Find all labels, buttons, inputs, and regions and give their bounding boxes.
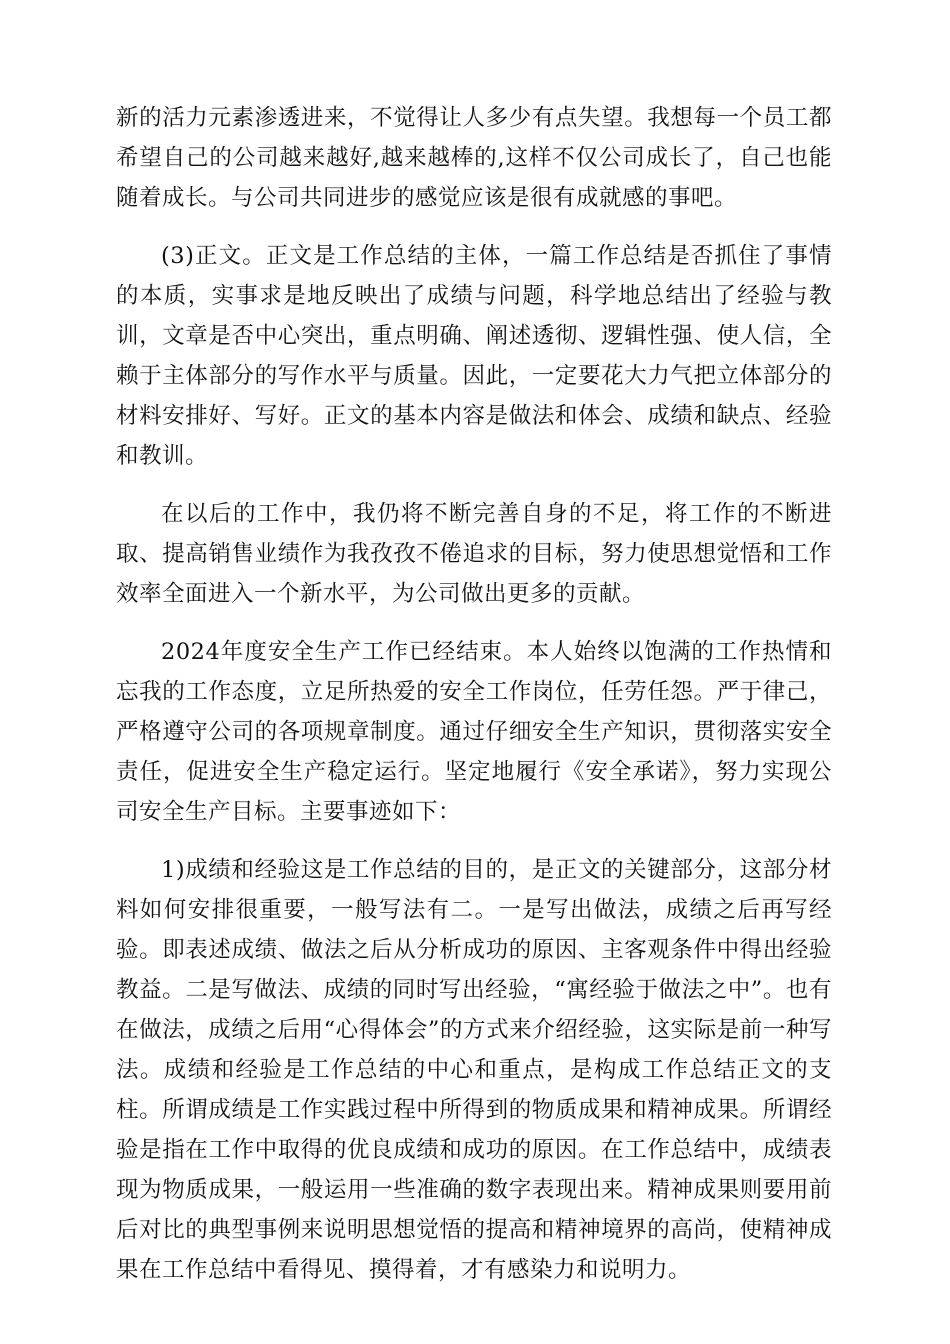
paragraph-main-text: (3)正文。正文是工作总结的主体，一篇工作总结是否抓住了事情的本质，实事求是地反映出了成绩与问题，科学地总结出了经验与教训，文章是否中心突出，重点明确、阐述透彻、逻辑性强、使人信，全赖于主体部分的写作水平与质量。因此，一定要花大力气把立体部分的材料安排好、写好。正文的基本内容是做法和体会、成绩和缺点、经验和教训。 [116,243,832,469]
paragraph-achievements-experience: 1)成绩和经验这是工作总结的目的，是正文的关键部分，这部分材料如何安排很重要，一般写法有二。一是写出做法，成绩之后再写经验。即表述成绩、做法之后从分析成功的原因、主客观条件中得出经验教益。二是写做法、成绩的同时写出经验，“寓经验于做法之中”。也有在做法，成绩之后用“心得体会”的方式来介绍经验，这实际是前一种写法。成绩和经验是工作总结的中心和重点，是构成工作总结正文的支柱。所谓成绩是工作实践过程中所得到的物质成果和精神成果。所谓经验是指在工作中取得的优良成绩和成功的原因。在工作总结中，成绩表现为物质成果，一般运用一些准确的数字表现出来。精神成果则要用前后对比的典型事例来说明思想觉悟的提高和精神境界的高尚，使精神成果在工作总结中看得见、摸得着，才有感染力和说明力。 [116,857,832,1283]
paragraph-safety-summary: 2024年度安全生产工作已经结束。本人始终以饱满的工作热情和忘我的工作态度，立足所热爱的安全工作岗位，任劳任怨。严于律己，严格遵守公司的各项规章制度。通过仔细安全生产知识，贯彻落实安全责任，促进安全生产稳定运行。坚定地履行《安全承诺》，努力实现公司安全生产目标。主要事迹如下： [116,639,832,825]
paragraph-continuation: 新的活力元素渗透进来，不觉得让人多少有点失望。我想每一个员工都希望自己的公司越来越好,越来越棒的,这样不仅公司成长了，自己也能随着成长。与公司共同进步的感觉应该是很有成就感的事吧。 [116,105,832,211]
paragraph-future-work: 在以后的工作中，我仍将不断完善自身的不足，将工作的不断进取、提高销售业绩作为我孜孜不倦追求的目标，努力使思想觉悟和工作效率全面进入一个新水平，为公司做出更多的贡献。 [116,501,832,607]
document-body [116,98,832,1308]
